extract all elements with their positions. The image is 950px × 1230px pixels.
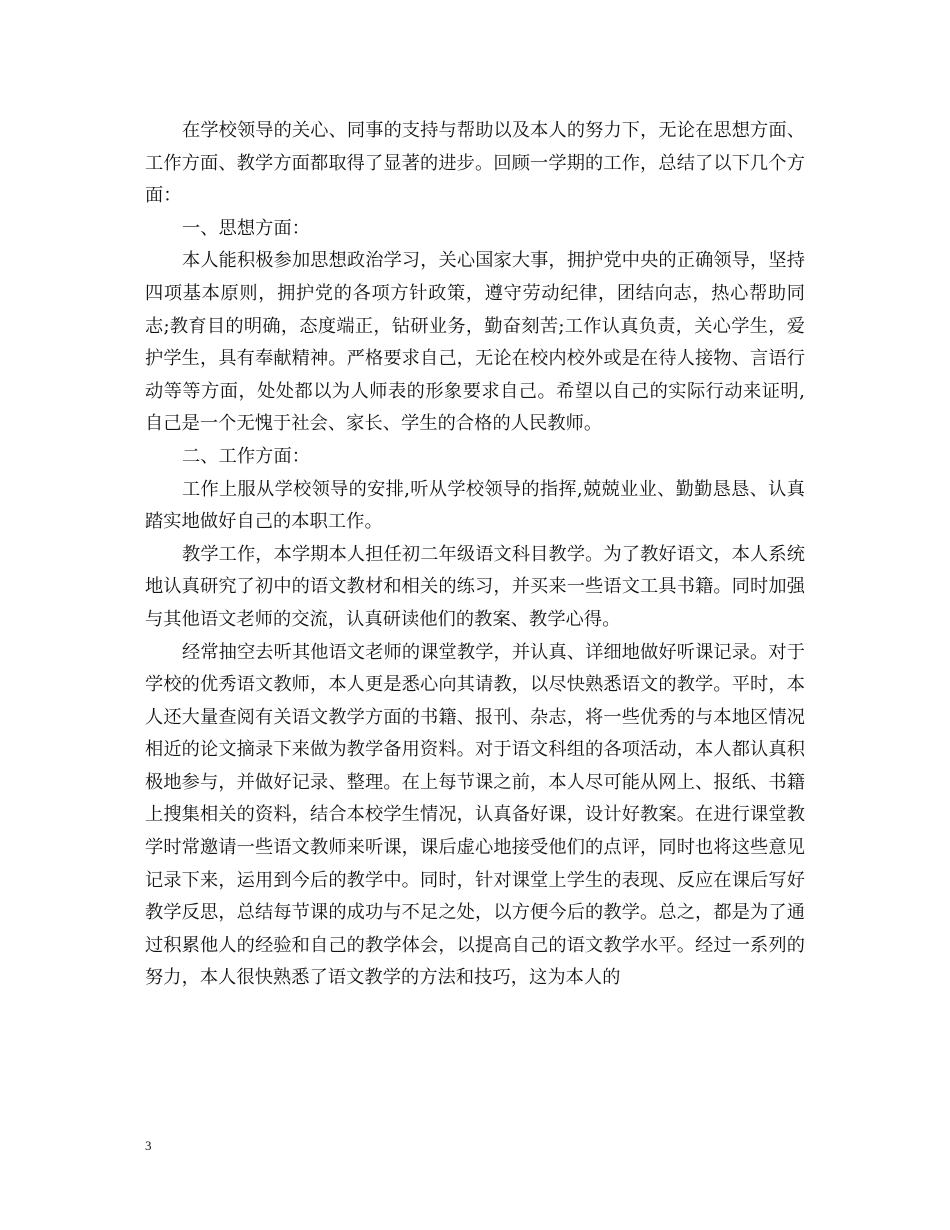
section-heading-work: 二、工作方面： — [182, 445, 311, 467]
work-paragraph: 工作上服从学校领导的安排,听从学校领导的指挥,兢兢业业、勤勤恳恳、认真踏实地做好自己的本职工作。 — [145, 478, 805, 533]
observation-paragraph: 经常抽空去听其他语文老师的课堂教学，并认真、详细地做好听课记录。对于学校的优秀语文教师，本人更是悉心向其请教，以尽快熟悉语文的教学。平时，本人还大量查阅有关语文教学方面的书籍、报刊、杂志，将一些优秀的与本地区情况相近的论文摘录下来做为教学备用资料。对于语文科组的各项活动，本人都认真积极地参与，并做好记录、整理。在上每节课之前，本人尽可能从网上、报纸、书籍上搜集相关的资料，结合本校学生情况，认真备好课，设计好教案。在进行课堂教学时常邀请一些语文教师来听课，课后虚心地接受他们的点评，同时也将这些意见记录下来，运用到今后的教学中。同时，针对课堂上学生的表现、反应在课后写好教学反思，总结每节课的成功与不足之处，以方便今后的教学。总之，都是为了通过积累他人的经验和自己的教学体会，以提高自己的语文教学水平。经过一系列的努力，本人很快熟悉了语文教学的方法和技巧，这为本人的 — [145, 641, 805, 989]
teaching-paragraph: 教学工作，本学期本人担任初二年级语文科目教学。为了教好语文，本人系统地认真研究了初中的语文教材和相关的练习，并买来一些语文工具书籍。同时加强与其他语文老师的交流，认真研读他们的教案、教学心得。 — [145, 543, 805, 630]
intro-paragraph: 在学校领导的关心、同事的支持与帮助以及本人的努力下，无论在思想方面、工作方面、教学方面都取得了显著的进步。回顾一学期的工作，总结了以下几个方面： — [145, 120, 805, 207]
section-heading-thought: 一、思想方面： — [182, 217, 311, 239]
page-number: 3 — [145, 1138, 152, 1153]
document-body — [145, 115, 805, 995]
thought-paragraph: 本人能积极参加思想政治学习，关心国家大事，拥护党中央的正确领导，坚持四项基本原则，拥护党的各项方针政策，遵守劳动纪律，团结向志，热心帮助同志;教育目的明确，态度端正，钻研业务，勤奋刻苦;工作认真负责，关心学生，爱护学生，具有奉献精神。严格要求自己，无论在校内校外或是在待人接物、言语行动等等方面，处处都以为人师表的形象要求自己。希望以自己的实际行动来证明,自己是一个无愧于社会、家长、学生的合格的人民教师。 — [145, 250, 805, 435]
